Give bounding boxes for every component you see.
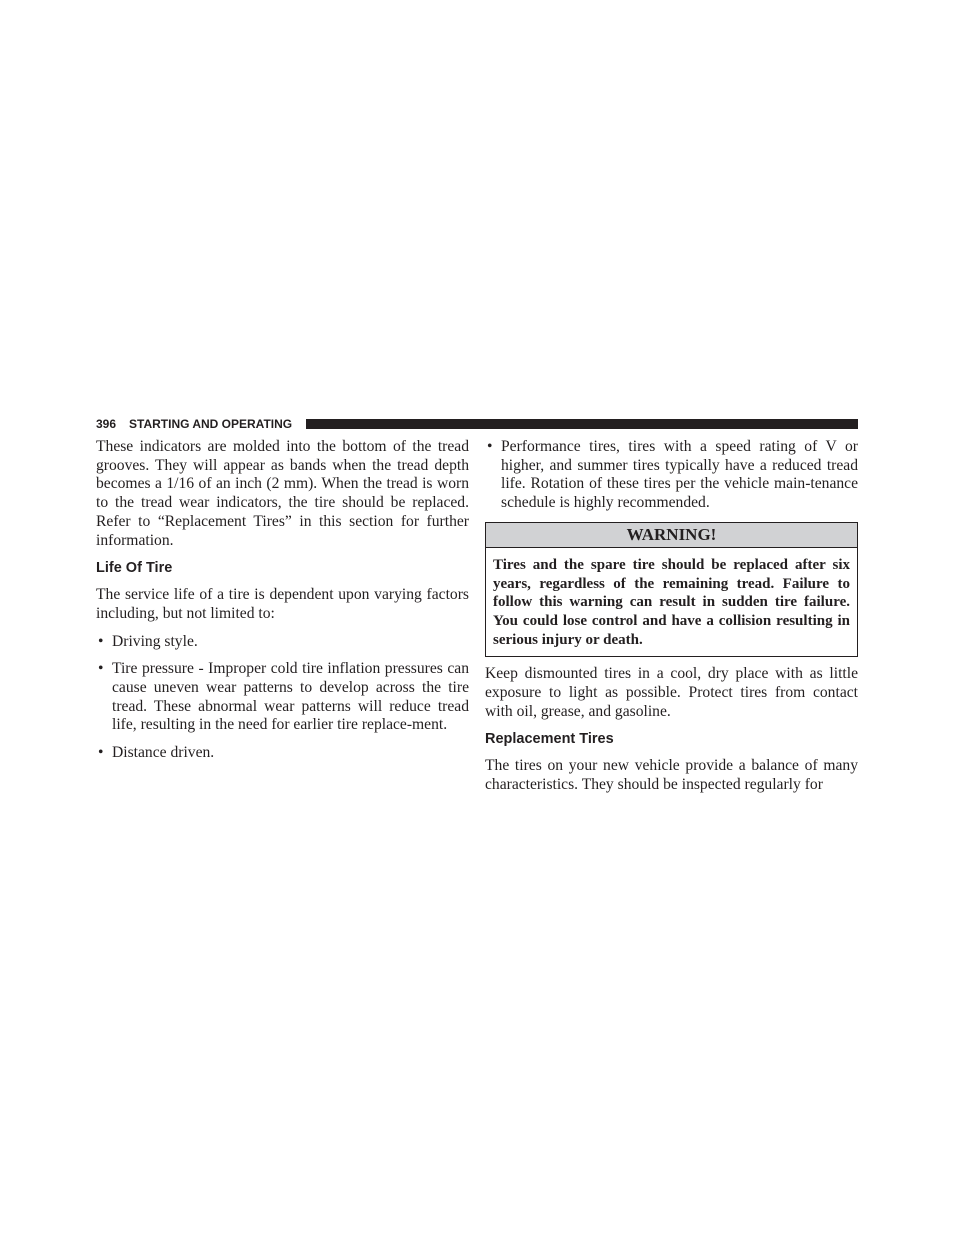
bullet-icon: • <box>487 438 493 455</box>
replacement-tires-heading: Replacement Tires <box>485 731 614 748</box>
warning-box <box>485 522 858 658</box>
life-of-tire-paragraph: The service life of a tire is dependent upon varying factors including, but not limited to: <box>96 586 469 622</box>
header-rule-bar <box>306 419 858 429</box>
list-item <box>96 633 469 652</box>
list-item <box>96 744 469 763</box>
warning-text: Tires and the spare tire should be replaced after six years, regardless of the remaining tread. Failure to follow this warning can result in sudden tire failure. You could lose control and have a collision resulting in serious injury or death. <box>493 556 850 648</box>
list-item-text: Performance tires, tires with a speed rating of V or higher, and summer tires typically have a reduced tread life. Rotation of these tires per the vehicle main-tenance schedule is highly recommended. <box>501 438 858 512</box>
list-item-text: Driving style. <box>112 632 198 650</box>
storage-paragraph: Keep dismounted tires in a cool, dry place with as little exposure to light as possible. Protect tires from contact with oil, grease, and gasoline. <box>485 665 858 720</box>
life-of-tire-heading: Life Of Tire <box>96 560 173 577</box>
list-item <box>96 660 469 735</box>
list-item <box>485 438 858 513</box>
list-item-text: Tire pressure - Improper cold tire inflation pressures can cause uneven wear patterns to develop across the tire tread. These abnormal wear patterns will reduce tread life, resulting in the need for earlier tire replace-ment. <box>112 660 469 734</box>
replacement-tires-paragraph: The tires on your new vehicle provide a balance of many characteristics. They should be inspected regularly for <box>485 757 858 794</box>
section-title: STARTING AND OPERATING <box>129 417 293 431</box>
left-column <box>96 438 469 772</box>
bullet-icon: • <box>98 660 104 678</box>
right-column <box>485 438 858 804</box>
bullet-icon: • <box>98 632 104 650</box>
performance-list <box>485 438 858 513</box>
warning-title: WARNING! <box>486 523 857 548</box>
page-header <box>96 417 858 431</box>
factor-list <box>96 633 469 763</box>
bullet-icon: • <box>98 744 104 762</box>
list-item-text: Distance driven. <box>112 744 215 762</box>
intro-paragraph: These indicators are molded into the bottom of the tread grooves. They will appear as bands when the tread depth becomes a 1/16 of an inch (2 mm). When the tread is worn to the tread wear indicators, the tire should be replaced. Refer to “Replacement Tires” in this section for further information. <box>96 438 469 549</box>
page-number: 396 <box>96 417 117 431</box>
